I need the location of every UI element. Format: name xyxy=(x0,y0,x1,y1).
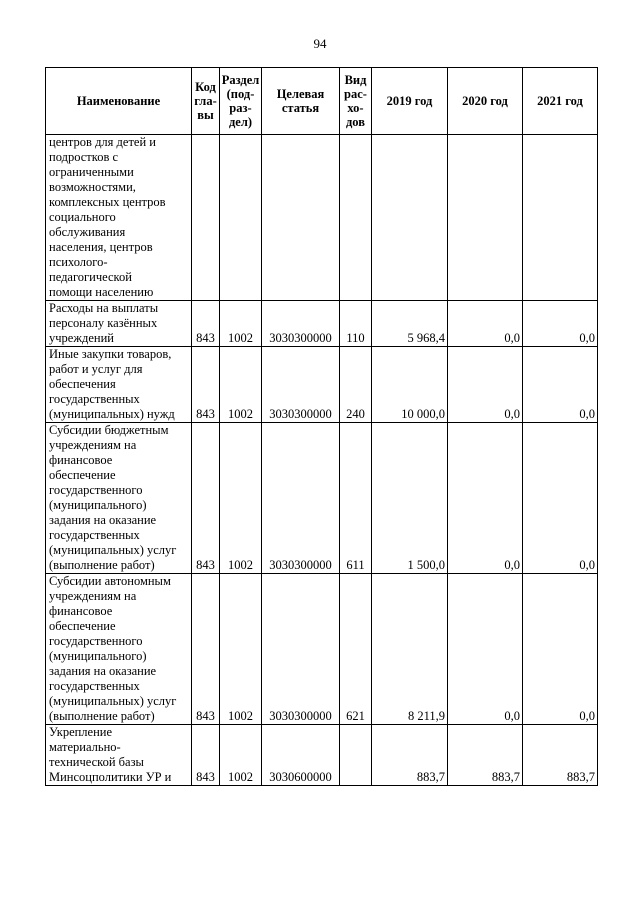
row-name: Субсидии бюджетным учреждениям на финансовое обеспечение государственного (муниципального) задания на оказание государственных (муниципальных) услуг (выполнение работ) xyxy=(46,423,192,574)
row-target: 3030300000 xyxy=(262,423,340,574)
row-2019: 1 500,0 xyxy=(372,423,448,574)
row-section: 1002 xyxy=(220,574,262,725)
row-name: центров для детей и подростков с ограниченными возможностями, комплексных центров социального обслуживания населения, центров психолого- педагогической помощи населению xyxy=(46,135,192,301)
row-type xyxy=(340,725,372,786)
header-2020: 2020 год xyxy=(448,68,523,135)
header-target: Целевая статья xyxy=(262,68,340,135)
row-code xyxy=(192,135,220,301)
row-2021: 0,0 xyxy=(523,301,598,347)
row-2021: 0,0 xyxy=(523,574,598,725)
row-2019: 10 000,0 xyxy=(372,347,448,423)
row-name: Укрепление материально- технической базы Минсоцполитики УР и xyxy=(46,725,192,786)
header-type: Вид рас- хо- дов xyxy=(340,68,372,135)
table-row xyxy=(46,725,598,786)
row-2020: 883,7 xyxy=(448,725,523,786)
row-2019: 5 968,4 xyxy=(372,301,448,347)
row-2021: 0,0 xyxy=(523,423,598,574)
header-2019: 2019 год xyxy=(372,68,448,135)
row-name: Иные закупки товаров, работ и услуг для обеспечения государственных (муниципальных) нужд xyxy=(46,347,192,423)
row-target: 3030600000 xyxy=(262,725,340,786)
header-row xyxy=(46,68,598,135)
row-section: 1002 xyxy=(220,725,262,786)
table-row xyxy=(46,135,598,301)
row-2021: 883,7 xyxy=(523,725,598,786)
table-row xyxy=(46,423,598,574)
row-2020: 0,0 xyxy=(448,574,523,725)
row-type: 611 xyxy=(340,423,372,574)
row-target xyxy=(262,135,340,301)
table-row xyxy=(46,347,598,423)
row-2020: 0,0 xyxy=(448,301,523,347)
header-section: Раздел (под- раз- дел) xyxy=(220,68,262,135)
row-type: 240 xyxy=(340,347,372,423)
header-2021: 2021 год xyxy=(523,68,598,135)
table-row xyxy=(46,301,598,347)
row-2020 xyxy=(448,135,523,301)
page-number: 94 xyxy=(313,36,327,51)
header-name: Наименование xyxy=(46,68,192,135)
row-target: 3030300000 xyxy=(262,574,340,725)
row-2020: 0,0 xyxy=(448,347,523,423)
budget-table xyxy=(45,67,598,786)
row-section: 1002 xyxy=(220,423,262,574)
row-code: 843 xyxy=(192,347,220,423)
row-code: 843 xyxy=(192,423,220,574)
row-type xyxy=(340,135,372,301)
table-row xyxy=(46,574,598,725)
row-type: 621 xyxy=(340,574,372,725)
row-section: 1002 xyxy=(220,347,262,423)
row-2021 xyxy=(523,135,598,301)
row-target: 3030300000 xyxy=(262,347,340,423)
row-name: Расходы на выплаты персоналу казённых учреждений xyxy=(46,301,192,347)
row-type: 110 xyxy=(340,301,372,347)
header-code: Код гла- вы xyxy=(192,68,220,135)
row-name: Субсидии автономным учреждениям на финансовое обеспечение государственного (муниципального) задания на оказание государственных (муниципальных) услуг (выполнение работ) xyxy=(46,574,192,725)
row-section xyxy=(220,135,262,301)
row-2019 xyxy=(372,135,448,301)
row-code: 843 xyxy=(192,301,220,347)
row-2021: 0,0 xyxy=(523,347,598,423)
row-2020: 0,0 xyxy=(448,423,523,574)
row-section: 1002 xyxy=(220,301,262,347)
row-2019: 883,7 xyxy=(372,725,448,786)
row-target: 3030300000 xyxy=(262,301,340,347)
row-code: 843 xyxy=(192,574,220,725)
row-2019: 8 211,9 xyxy=(372,574,448,725)
row-code: 843 xyxy=(192,725,220,786)
